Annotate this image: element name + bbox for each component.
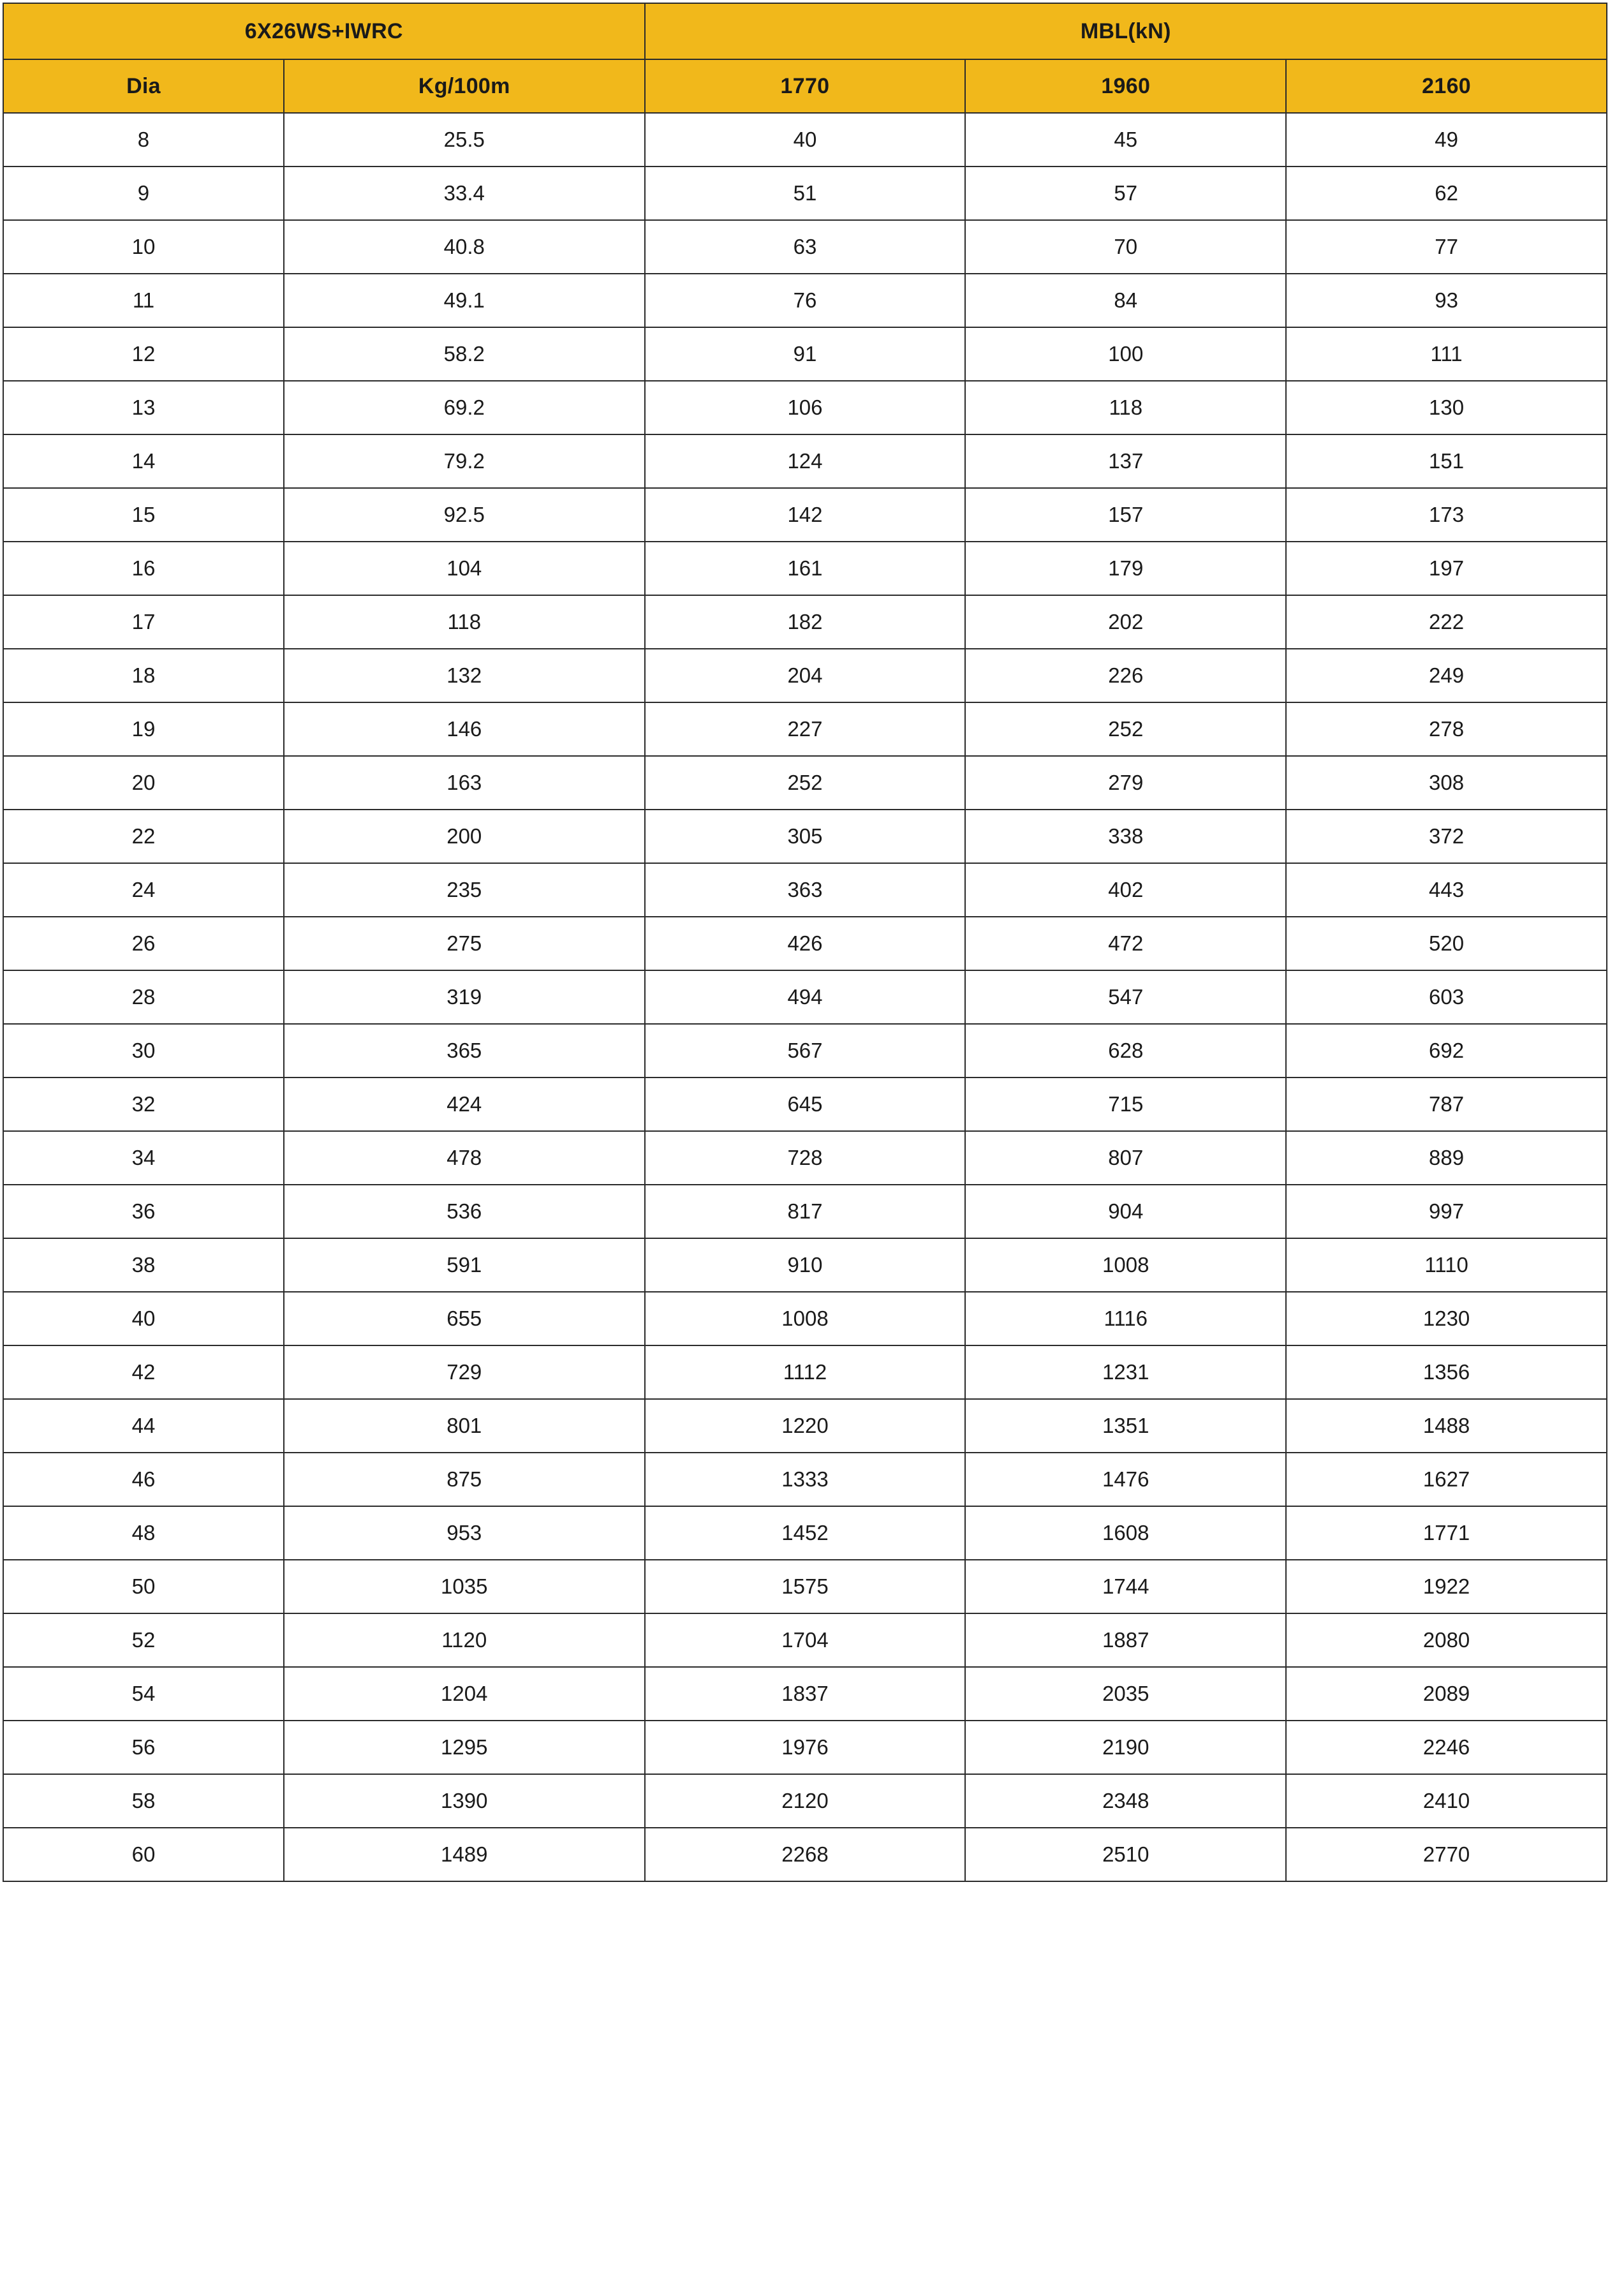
table-row — [3, 542, 1607, 595]
cell-dia: 13 — [3, 381, 284, 434]
table-row — [3, 917, 1607, 970]
cell-dia: 60 — [3, 1828, 284, 1881]
cell-mbl-1770: 1112 — [645, 1345, 966, 1399]
table-row — [3, 1506, 1607, 1560]
cell-mbl-2160: 249 — [1286, 649, 1607, 702]
table-row — [3, 1078, 1607, 1131]
cell-mbl-2160: 62 — [1286, 167, 1607, 220]
cell-mbl-2160: 692 — [1286, 1024, 1607, 1078]
cell-mbl-2160: 111 — [1286, 327, 1607, 381]
cell-mbl-1960: 1887 — [965, 1613, 1286, 1667]
cell-mbl-1960: 226 — [965, 649, 1286, 702]
table-body — [3, 113, 1607, 1881]
cell-mbl-1770: 728 — [645, 1131, 966, 1185]
cell-mbl-2160: 2089 — [1286, 1667, 1607, 1721]
table-row — [3, 1774, 1607, 1828]
cell-mbl-1770: 1976 — [645, 1721, 966, 1774]
cell-weight: 875 — [284, 1453, 645, 1506]
cell-weight: 801 — [284, 1399, 645, 1453]
cell-mbl-1960: 1351 — [965, 1399, 1286, 1453]
table-row — [3, 381, 1607, 434]
cell-dia: 9 — [3, 167, 284, 220]
table-row — [3, 1024, 1607, 1078]
table-header — [3, 3, 1607, 113]
cell-mbl-1960: 100 — [965, 327, 1286, 381]
cell-mbl-1960: 179 — [965, 542, 1286, 595]
cell-weight: 591 — [284, 1238, 645, 1292]
table-row — [3, 702, 1607, 756]
cell-dia: 32 — [3, 1078, 284, 1131]
cell-weight: 58.2 — [284, 327, 645, 381]
cell-mbl-1770: 51 — [645, 167, 966, 220]
cell-mbl-2160: 520 — [1286, 917, 1607, 970]
cell-mbl-1770: 76 — [645, 274, 966, 327]
cell-dia: 42 — [3, 1345, 284, 1399]
cell-dia: 56 — [3, 1721, 284, 1774]
cell-weight: 1390 — [284, 1774, 645, 1828]
cell-dia: 26 — [3, 917, 284, 970]
cell-weight: 163 — [284, 756, 645, 810]
cell-mbl-1770: 40 — [645, 113, 966, 167]
cell-mbl-1770: 910 — [645, 1238, 966, 1292]
cell-mbl-1960: 118 — [965, 381, 1286, 434]
cell-weight: 104 — [284, 542, 645, 595]
cell-weight: 1489 — [284, 1828, 645, 1881]
cell-dia: 40 — [3, 1292, 284, 1345]
table-row — [3, 1560, 1607, 1613]
cell-mbl-2160: 308 — [1286, 756, 1607, 810]
table-row — [3, 810, 1607, 863]
cell-mbl-1960: 1744 — [965, 1560, 1286, 1613]
cell-weight: 275 — [284, 917, 645, 970]
cell-mbl-1770: 204 — [645, 649, 966, 702]
table-row — [3, 274, 1607, 327]
cell-mbl-1960: 202 — [965, 595, 1286, 649]
table-row — [3, 1345, 1607, 1399]
header-group-mbl: MBL(kN) — [645, 3, 1607, 59]
column-header-1770: 1770 — [645, 59, 966, 113]
cell-weight: 118 — [284, 595, 645, 649]
cell-weight: 424 — [284, 1078, 645, 1131]
cell-weight: 536 — [284, 1185, 645, 1238]
table-row — [3, 113, 1607, 167]
cell-mbl-1770: 252 — [645, 756, 966, 810]
cell-mbl-1960: 2190 — [965, 1721, 1286, 1774]
table-row — [3, 488, 1607, 542]
table-row — [3, 1721, 1607, 1774]
table-row — [3, 1131, 1607, 1185]
cell-mbl-1960: 70 — [965, 220, 1286, 274]
table-row — [3, 970, 1607, 1024]
cell-mbl-1960: 2035 — [965, 1667, 1286, 1721]
table-row — [3, 1453, 1607, 1506]
cell-mbl-1770: 2120 — [645, 1774, 966, 1828]
cell-weight: 25.5 — [284, 113, 645, 167]
cell-mbl-2160: 443 — [1286, 863, 1607, 917]
cell-dia: 34 — [3, 1131, 284, 1185]
cell-mbl-1770: 1452 — [645, 1506, 966, 1560]
cell-weight: 729 — [284, 1345, 645, 1399]
cell-mbl-2160: 93 — [1286, 274, 1607, 327]
cell-mbl-1960: 2348 — [965, 1774, 1286, 1828]
cell-mbl-2160: 173 — [1286, 488, 1607, 542]
cell-mbl-1770: 494 — [645, 970, 966, 1024]
cell-mbl-2160: 1922 — [1286, 1560, 1607, 1613]
cell-mbl-1960: 45 — [965, 113, 1286, 167]
cell-mbl-1960: 84 — [965, 274, 1286, 327]
cell-dia: 14 — [3, 434, 284, 488]
cell-mbl-1770: 1008 — [645, 1292, 966, 1345]
cell-mbl-2160: 77 — [1286, 220, 1607, 274]
cell-dia: 22 — [3, 810, 284, 863]
cell-mbl-1960: 279 — [965, 756, 1286, 810]
table-row — [3, 595, 1607, 649]
table-row — [3, 1399, 1607, 1453]
cell-weight: 49.1 — [284, 274, 645, 327]
cell-mbl-2160: 197 — [1286, 542, 1607, 595]
cell-weight: 1120 — [284, 1613, 645, 1667]
cell-dia: 10 — [3, 220, 284, 274]
cell-mbl-1770: 363 — [645, 863, 966, 917]
cell-mbl-1770: 91 — [645, 327, 966, 381]
cell-mbl-1770: 1575 — [645, 1560, 966, 1613]
cell-mbl-2160: 49 — [1286, 113, 1607, 167]
cell-mbl-2160: 1110 — [1286, 1238, 1607, 1292]
cell-mbl-2160: 278 — [1286, 702, 1607, 756]
cell-mbl-2160: 889 — [1286, 1131, 1607, 1185]
cell-mbl-1960: 904 — [965, 1185, 1286, 1238]
table-row — [3, 1667, 1607, 1721]
cell-mbl-1960: 807 — [965, 1131, 1286, 1185]
cell-mbl-1960: 472 — [965, 917, 1286, 970]
cell-dia: 16 — [3, 542, 284, 595]
cell-weight: 69.2 — [284, 381, 645, 434]
cell-mbl-1960: 2510 — [965, 1828, 1286, 1881]
cell-mbl-2160: 1488 — [1286, 1399, 1607, 1453]
table-row — [3, 167, 1607, 220]
cell-mbl-1770: 645 — [645, 1078, 966, 1131]
cell-mbl-2160: 2080 — [1286, 1613, 1607, 1667]
cell-mbl-1960: 1231 — [965, 1345, 1286, 1399]
cell-mbl-2160: 1356 — [1286, 1345, 1607, 1399]
cell-weight: 132 — [284, 649, 645, 702]
cell-mbl-1960: 137 — [965, 434, 1286, 488]
cell-mbl-1960: 1008 — [965, 1238, 1286, 1292]
cell-weight: 1295 — [284, 1721, 645, 1774]
column-header-weight: Kg/100m — [284, 59, 645, 113]
cell-mbl-1960: 402 — [965, 863, 1286, 917]
table-row — [3, 756, 1607, 810]
cell-mbl-2160: 1627 — [1286, 1453, 1607, 1506]
wire-rope-spec-table — [3, 3, 1607, 1882]
cell-mbl-2160: 2770 — [1286, 1828, 1607, 1881]
table-row — [3, 1613, 1607, 1667]
cell-dia: 36 — [3, 1185, 284, 1238]
cell-dia: 11 — [3, 274, 284, 327]
header-group-construction: 6X26WS+IWRC — [3, 3, 645, 59]
cell-mbl-2160: 130 — [1286, 381, 1607, 434]
cell-mbl-1960: 1116 — [965, 1292, 1286, 1345]
cell-dia: 8 — [3, 113, 284, 167]
table-row — [3, 863, 1607, 917]
table-header-group-row — [3, 3, 1607, 59]
cell-mbl-2160: 603 — [1286, 970, 1607, 1024]
cell-mbl-1960: 1608 — [965, 1506, 1286, 1560]
cell-dia: 50 — [3, 1560, 284, 1613]
cell-mbl-2160: 222 — [1286, 595, 1607, 649]
cell-mbl-1770: 1333 — [645, 1453, 966, 1506]
cell-mbl-1770: 124 — [645, 434, 966, 488]
cell-weight: 1204 — [284, 1667, 645, 1721]
cell-mbl-1770: 63 — [645, 220, 966, 274]
cell-mbl-2160: 372 — [1286, 810, 1607, 863]
column-header-1960: 1960 — [965, 59, 1286, 113]
cell-weight: 92.5 — [284, 488, 645, 542]
cell-mbl-1770: 227 — [645, 702, 966, 756]
cell-weight: 146 — [284, 702, 645, 756]
cell-dia: 30 — [3, 1024, 284, 1078]
cell-mbl-2160: 997 — [1286, 1185, 1607, 1238]
cell-dia: 18 — [3, 649, 284, 702]
table-row — [3, 1185, 1607, 1238]
cell-mbl-1770: 1837 — [645, 1667, 966, 1721]
cell-mbl-1770: 1220 — [645, 1399, 966, 1453]
cell-mbl-1770: 567 — [645, 1024, 966, 1078]
cell-dia: 58 — [3, 1774, 284, 1828]
column-header-2160: 2160 — [1286, 59, 1607, 113]
cell-dia: 15 — [3, 488, 284, 542]
column-header-dia: Dia — [3, 59, 284, 113]
cell-mbl-1770: 161 — [645, 542, 966, 595]
cell-mbl-1960: 252 — [965, 702, 1286, 756]
cell-mbl-1960: 628 — [965, 1024, 1286, 1078]
cell-weight: 40.8 — [284, 220, 645, 274]
cell-dia: 44 — [3, 1399, 284, 1453]
cell-dia: 28 — [3, 970, 284, 1024]
cell-dia: 12 — [3, 327, 284, 381]
cell-dia: 20 — [3, 756, 284, 810]
cell-mbl-1960: 715 — [965, 1078, 1286, 1131]
cell-weight: 365 — [284, 1024, 645, 1078]
cell-mbl-2160: 2246 — [1286, 1721, 1607, 1774]
cell-dia: 17 — [3, 595, 284, 649]
table-row — [3, 1238, 1607, 1292]
cell-weight: 319 — [284, 970, 645, 1024]
table-row — [3, 649, 1607, 702]
cell-mbl-1960: 547 — [965, 970, 1286, 1024]
cell-weight: 235 — [284, 863, 645, 917]
cell-mbl-1770: 142 — [645, 488, 966, 542]
table-row — [3, 327, 1607, 381]
cell-dia: 19 — [3, 702, 284, 756]
cell-dia: 52 — [3, 1613, 284, 1667]
cell-dia: 48 — [3, 1506, 284, 1560]
cell-weight: 79.2 — [284, 434, 645, 488]
table-row — [3, 220, 1607, 274]
cell-mbl-1960: 157 — [965, 488, 1286, 542]
cell-mbl-2160: 151 — [1286, 434, 1607, 488]
cell-mbl-2160: 1771 — [1286, 1506, 1607, 1560]
cell-mbl-2160: 2410 — [1286, 1774, 1607, 1828]
cell-mbl-1770: 817 — [645, 1185, 966, 1238]
cell-dia: 38 — [3, 1238, 284, 1292]
cell-mbl-1770: 182 — [645, 595, 966, 649]
cell-weight: 478 — [284, 1131, 645, 1185]
cell-weight: 953 — [284, 1506, 645, 1560]
cell-weight: 200 — [284, 810, 645, 863]
cell-mbl-1770: 1704 — [645, 1613, 966, 1667]
table-header-columns-row — [3, 59, 1607, 113]
cell-weight: 655 — [284, 1292, 645, 1345]
cell-mbl-1770: 106 — [645, 381, 966, 434]
cell-mbl-1770: 305 — [645, 810, 966, 863]
cell-mbl-1960: 57 — [965, 167, 1286, 220]
cell-mbl-1960: 338 — [965, 810, 1286, 863]
cell-dia: 24 — [3, 863, 284, 917]
cell-dia: 46 — [3, 1453, 284, 1506]
cell-mbl-2160: 1230 — [1286, 1292, 1607, 1345]
table-row — [3, 1828, 1607, 1881]
cell-mbl-1770: 426 — [645, 917, 966, 970]
table-row — [3, 1292, 1607, 1345]
table-row — [3, 434, 1607, 488]
cell-weight: 1035 — [284, 1560, 645, 1613]
cell-mbl-1960: 1476 — [965, 1453, 1286, 1506]
cell-mbl-1770: 2268 — [645, 1828, 966, 1881]
cell-weight: 33.4 — [284, 167, 645, 220]
cell-dia: 54 — [3, 1667, 284, 1721]
cell-mbl-2160: 787 — [1286, 1078, 1607, 1131]
